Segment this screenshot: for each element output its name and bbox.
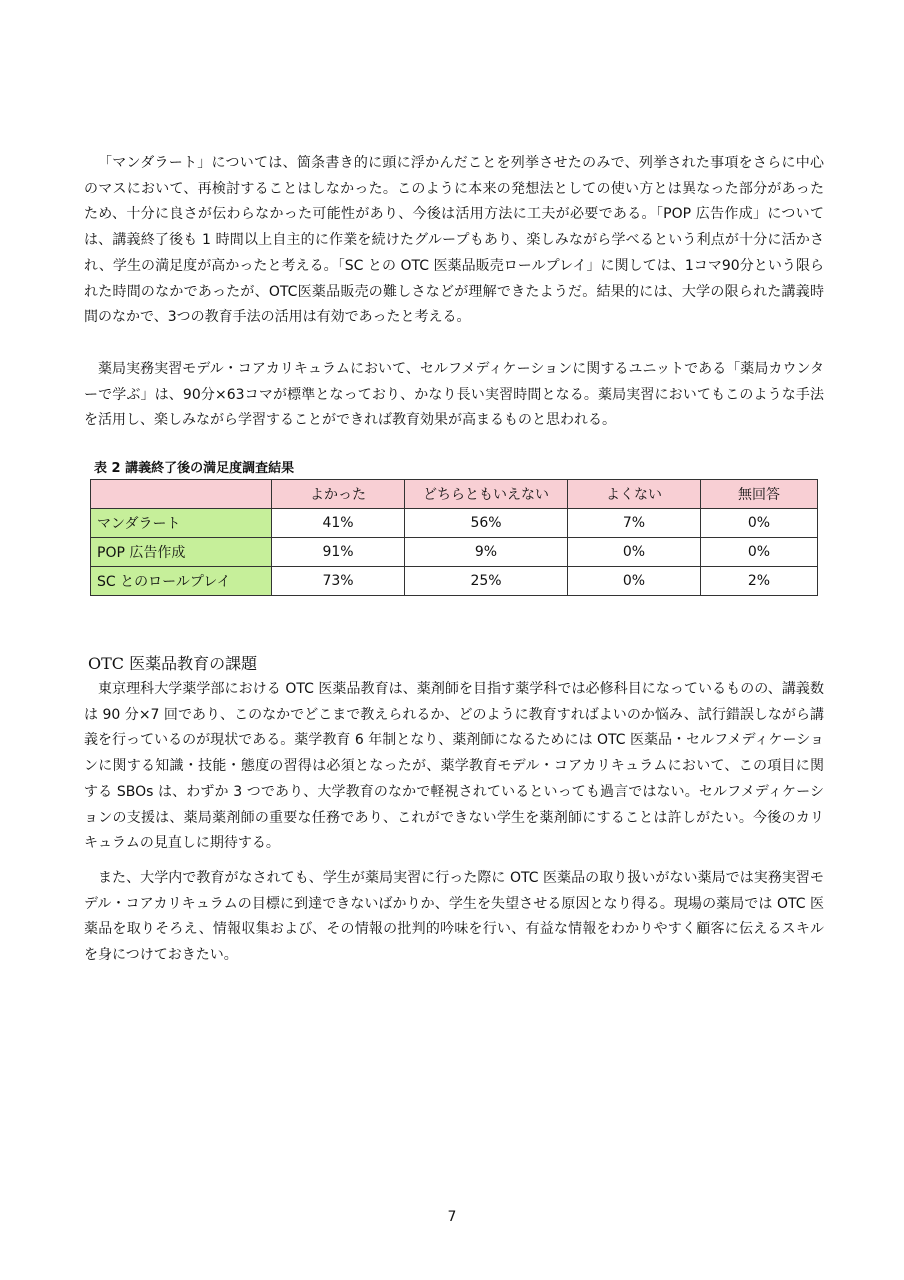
- table-cell: 73%: [272, 567, 405, 596]
- body-paragraph-2: 薬局実務実習モデル・コアカリキュラムにおいて、セルフメディケーションに関するユニットである「薬局カウンターで学ぶ」は、90分×63コマが標準となっており、かなり長い実習時間となる。薬局実習においてもこのような手法を活用し、楽しみながら学習することができれば教育効果が高まるものと思われる。: [84, 361, 824, 429]
- table-cell: 0%: [568, 538, 701, 567]
- row-label: POP 広告作成: [91, 538, 272, 567]
- table-cell: 56%: [405, 509, 568, 538]
- row-label: SC とのロールプレイ: [91, 567, 272, 596]
- table-cell: 0%: [701, 538, 818, 567]
- table-cell: 2%: [701, 567, 818, 596]
- page-number: 7: [447, 1209, 457, 1225]
- header-cell-neutral: どちらともいえない: [405, 480, 568, 509]
- section-heading: OTC 医薬品教育の課題: [88, 654, 258, 673]
- body-paragraph-1: 「マンダラート」については、箇条書き的に頭に浮かんだことを列挙させたのみで、列挙された事項をさらに中心のマスにおいて、再検討することはしなかった。このように本来の発想法としての使い方とは異なった部分があったため、十分に良さが伝わらなかった可能性があり、今後は活用方法に工夫が必要である。「POP 広告作成」については、講義終了後も 1 時間以上自主的に作業を続けたグループもあり、楽しみながら学べるという利点が十分に活かされ、学生の満足度が高かったと考える。「SC との OTC 医薬品販売ロールプレイ」に関しては、1コマ90分という限られた時間のなかであったが、OTC医薬品販売の難しさなどが理解できたようだ。結果的には、大学の限られた講義時間のなかで、3つの教育手法の活用は有効であったと考える。: [84, 155, 824, 326]
- satisfaction-table: [90, 479, 818, 596]
- table-cell: 7%: [568, 509, 701, 538]
- body-paragraph-4: また、大学内で教育がなされても、学生が薬局実習に行った際に OTC 医薬品の取り扱いがない薬局では実務実習モデル・コアカリキュラムの目標に到達できないばかりか、学生を失望させる原因となり得る。現場の薬局では OTC 医薬品を取りそろえ、情報収集および、その情報の批判的吟味を行い、有益な情報をわかりやすく顧客に伝えるスキルを身につけておきたい。: [84, 870, 824, 964]
- table-row: [91, 509, 818, 538]
- table-cell: 0%: [568, 567, 701, 596]
- table-cell: 91%: [272, 538, 405, 567]
- body-paragraph-3: 東京理科大学薬学部における OTC 医薬品教育は、薬剤師を目指す薬学科では必修科目になっているものの、講義数は 90 分×7 回であり、このなかでどこまで教えられるか、どのように教育すればよいのか悩み、試行錯誤しながら講義を行っているのが現状である。薬学教育 6 年制となり、薬剤師になるためには OTC 医薬品・セルフメディケーションに関する知識・技能・態度の習得は必須となったが、薬学教育モデル・コアカリキュラムにおいて、この項目に関する SBOs は、わずか 3 つであり、大学教育のなかで軽視されているといっても過言ではない。セルフメディケーションの支援は、薬局薬剤師の重要な任務であり、これができない学生を薬剤師にすることは許しがたい。今後のカリキュラムの見直しに期待する。: [84, 681, 824, 852]
- table-cell: 25%: [405, 567, 568, 596]
- header-cell-good: よかった: [272, 480, 405, 509]
- header-cell-empty: [91, 480, 272, 509]
- table-cell: 9%: [405, 538, 568, 567]
- table-row: [91, 567, 818, 596]
- table-header-row: [91, 480, 818, 509]
- table-cell: 0%: [701, 509, 818, 538]
- table-caption: 表 2 講義終了後の満足度調査結果: [94, 461, 295, 476]
- row-label: マンダラート: [91, 509, 272, 538]
- header-cell-bad: よくない: [568, 480, 701, 509]
- table-cell: 41%: [272, 509, 405, 538]
- table-row: [91, 538, 818, 567]
- header-cell-no-answer: 無回答: [701, 480, 818, 509]
